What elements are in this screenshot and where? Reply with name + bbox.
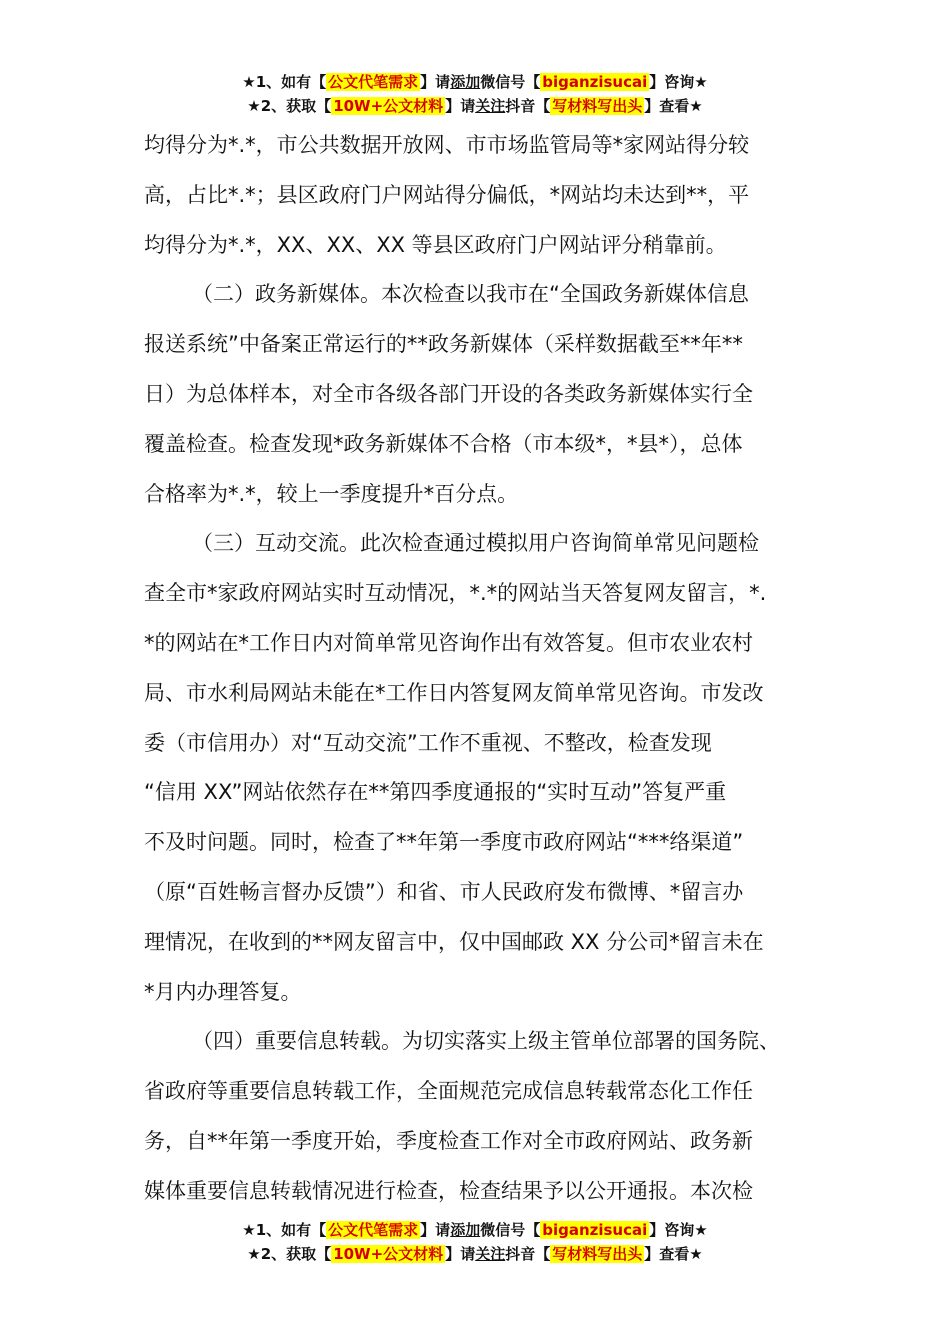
banner-highlight: 写材料写出头 [552,1245,643,1263]
banner-highlight: 10W+公文材料 [333,97,444,115]
text-line: 合格率为*.*，较上一季度提升*百分点。 [144,481,519,506]
banner-underline: 添加 [450,1221,481,1239]
text-line: 务，自**年第一季度开始，季度检查工作对全市政府网站、政务新 [144,1128,753,1153]
banner-text: 抖音【 [505,1245,551,1263]
paragraph-2 [144,270,816,519]
banner-highlight: 10W+公文材料 [333,1245,444,1263]
paragraph-4 [144,1017,816,1216]
text-line: 均得分为*.*，市公共数据开放网、市市场监管局等*家网站得分较 [144,133,750,157]
text-line: 省政府等重要信息转载工作，全面规范完成信息转载常态化工作任 [144,1079,753,1104]
banner-text: 微信号【 [480,73,541,91]
text-line: 局、市水利局网站未能在*工作日内答复网友简单常见咨询。市发改 [144,680,764,705]
banner-text: 】咨询★ [649,1221,708,1239]
text-line: （三）互动交流。此次检查通过模拟用户咨询简单常见问题检 [192,531,759,556]
document-body [144,121,816,1217]
banner-text: 】咨询★ [649,73,708,91]
text-line: “信用 XX”网站依然存在**第四季度通报的“实时互动”答复严重 [144,780,727,805]
footer-banner [0,1218,950,1266]
text-line: 查全市*家政府网站实时互动情况，*.*的网站当天答复网友留言，*. [144,581,767,606]
banner-text: ★1、如有【 [242,73,327,91]
banner-text: 】请 [420,73,451,91]
text-line: 高，占比*.*；县区政府门户网站得分偏低，*网站均未达到**，平 [144,182,750,207]
paragraph-3 [144,519,816,1017]
text-line: 媒体重要信息转载情况进行检查，检查结果予以公开通报。本次检 [144,1178,753,1203]
text-line: 覆盖检查。检查发现*政务新媒体不合格（市本级*，*县*），总体 [144,431,743,456]
text-line: 报送系统”中备案正常运行的**政务新媒体（采样数据截至**年** [144,332,743,357]
text-line: 理情况，在收到的**网友留言中，仅中国邮政 XX 分公司*留言未在 [144,929,764,954]
banner-text: 抖音【 [505,97,551,115]
banner-text: 】查看★ [644,97,703,115]
text-line: 日）为总体样本，对全市各级各部门开设的各类政务新媒体实行全 [144,381,753,406]
banner-text: 】查看★ [644,1245,703,1263]
banner-underline: 添加 [450,73,481,91]
banner-text: ★1、如有【 [242,1221,327,1239]
banner-text: 】请 [445,97,476,115]
banner-underline: 关注 [475,1245,506,1263]
text-line: 不及时问题。同时，检查了**年第一季度市政府网站“***络渠道” [144,830,744,855]
banner-line-1 [0,1218,950,1242]
banner-underline: 关注 [475,97,506,115]
paragraph-1 [144,121,816,270]
text-line: 委（市信用办）对“互动交流”工作不重视、不整改，检查发现 [144,730,712,755]
banner-text: 微信号【 [480,1221,541,1239]
banner-highlight: biganzisucai [542,1221,648,1239]
banner-line-2 [0,1242,950,1266]
text-line: *的网站在*工作日内对简单常见咨询作出有效答复。但市农业农村 [144,630,753,655]
banner-line-1 [0,70,950,94]
text-line: （原“百姓畅言督办反馈”）和省、市人民政府发布微博、*留言办 [144,879,744,904]
banner-highlight: 公文代笔需求 [328,1221,419,1239]
banner-text: 】请 [445,1245,476,1263]
banner-text: 】请 [420,1221,451,1239]
banner-highlight: biganzisucai [542,73,648,91]
text-line: （四）重要信息转载。为切实落实上级主管单位部署的国务院、 [192,1029,780,1054]
text-line: *月内办理答复。 [144,979,302,1004]
text-line: （二）政务新媒体。本次检查以我市在“全国政务新媒体信息 [192,282,749,307]
banner-line-2 [0,94,950,118]
banner-text: ★2、获取【 [247,1245,332,1263]
header-banner [0,70,950,118]
banner-text: ★2、获取【 [247,97,332,115]
text-line: 均得分为*.*，XX、XX、XX 等县区政府门户网站评分稍靠前。 [144,232,727,257]
banner-highlight: 写材料写出头 [552,97,643,115]
banner-highlight: 公文代笔需求 [328,73,419,91]
